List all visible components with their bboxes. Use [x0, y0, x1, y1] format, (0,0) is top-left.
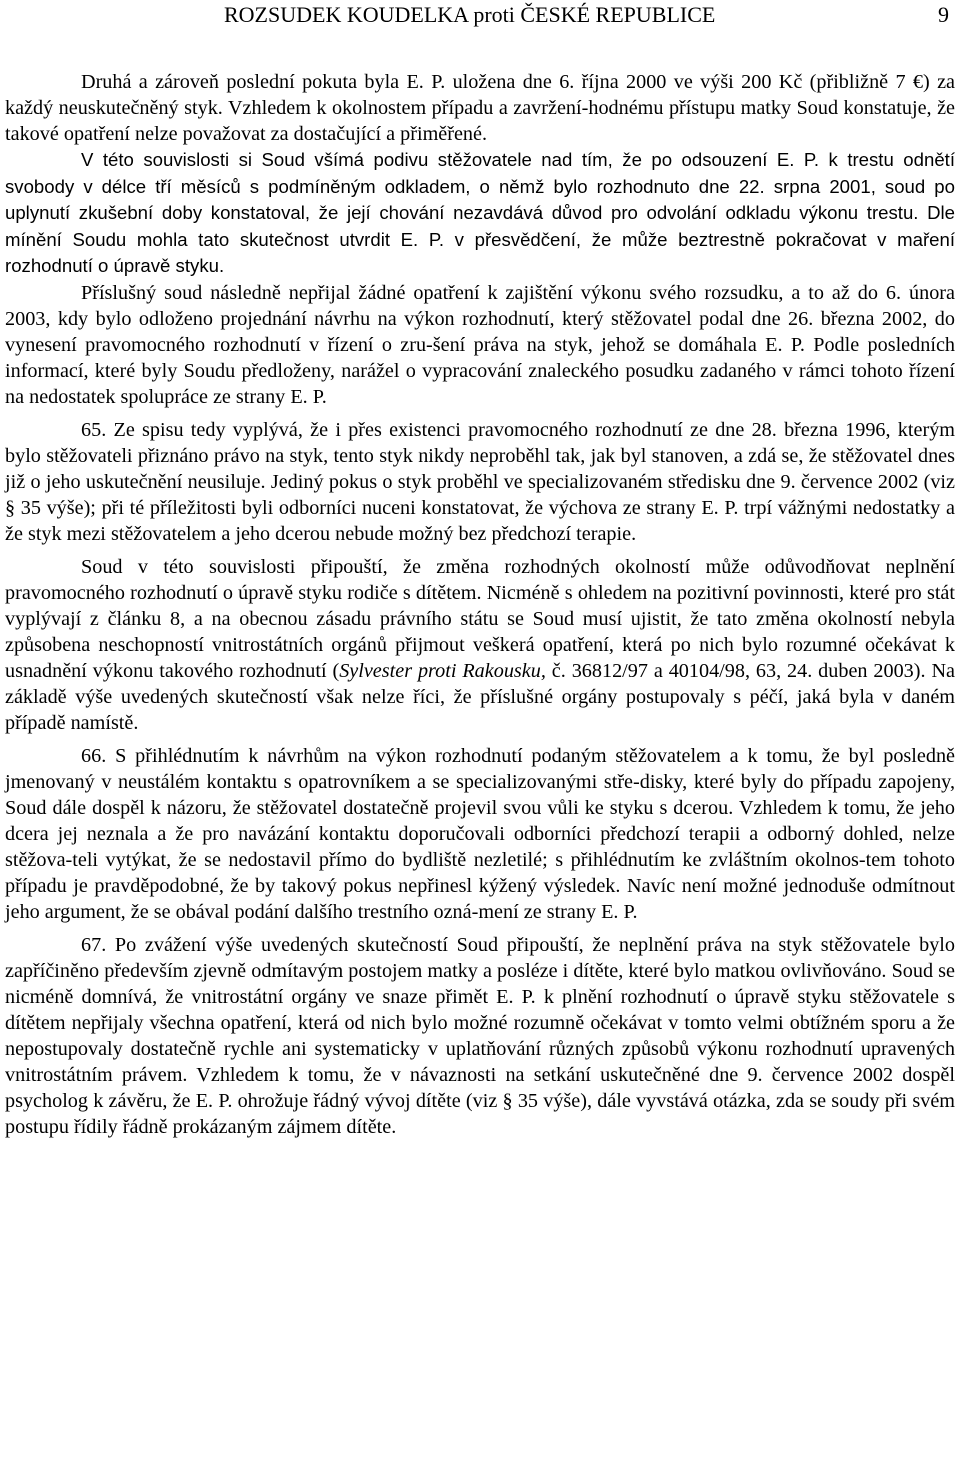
paragraph-66: 66. S přihlédnutím k návrhům na výkon rozhodnutí podaným stěžovatelem a k tomu, že byl posledně jmenovaný v neustálém kontaktu s opatrovníkem a se specializovanými stře-disky, které byly do případu zapojeny, Soud dále dospěl k názoru, že stěžovatel dostatečně projevil svou vůli ke styku s dcerou. Vzhledem k tomu, že jeho dcera jej neznala a že pro navázání kontaktu doporučovali odborníci předchozí terapii a odborný dohled, nelze stěžova-teli vytýkat, že se nedostavil přímo do bydliště nezletilé; s přihlédnutím ke zvláštním okolnos-tem tohoto případu je pravděpodobné, že by takový pokus nepřinesl kýžený výsledek. Navíc není možné jednoduše odmítnout jeho argument, že se obával podání dalšího trestního ozná-mení ze strany E. P.	[5, 744, 955, 923]
case-citation: Sylvester proti Rakousku,	[339, 659, 546, 682]
paragraph-67: 67. Po zvážení výše uvedených skutečností Soud připouští, že neplnění práva na styk stěžovatele bylo zapříčiněno především zjevně odmítavým postojem matky a posléze i dítěte, které bylo matkou ovlivňováno. Soud se nicméně domnívá, že vnitrostátní orgány ve snaze přimět E. P. k plnění rozhodnutí o úpravě styku stěžovatele s dítětem nepřijaly všechna opatření, která od nich bylo možné rozumně očekávat v tomto velmi obtížném sporu a že nepostupovaly dostatečně rychle ani systematicky v uplatňování různých způsobů výkonu rozhodnutí upravených vnitrostátním právem. Vzhledem k tomu, že v návaznosti na setkání uskutečněné dne 9. července 2002 dospěl psycholog k závěru, že E. P. ohrožuje řádný vývoj dítěte (viz § 35 výše), dále vyvstává otázka, zda se soudy při svém postupu řídily řádně prokázaným zájmem dítěte.	[5, 933, 955, 1138]
paragraph-change-of-circumstances	[5, 554, 955, 736]
page-header	[0, 0, 960, 30]
paragraph-court-inaction: Příslušný soud následně nepřijal žádné opatření k zajištění výkonu svého rozsudku, a to až do 6. února 2003, kdy bylo odloženo projednání návrhu na výkon rozhodnutí, který stěžovatel podal dne 26. března 2002, do vynesení pravomocného rozhodnutí v řízení o zru-šení práva na styk, jehož se domáhala E. P. Podle posledních informací, které byly Soudu předloženy, narážel o vypracování znaleckého posudku zadaného v rámci tohoto řízení na nedostatek spolupráce ze strany E. P.	[5, 281, 955, 408]
paragraph-fine-amount: Druhá a zároveň poslední pokuta byla E. P. uložena dne 6. října 2000 ve výši 200 Kč (přibližně 7 €) za každý neuskutečněný styk. Vzhledem k okolnostem případu a zavržení-hodnému přístupu matky Soud konstatuje, že takové opatření nelze považovat za dostačující a přiměřené.	[5, 71, 955, 145]
paragraph-65: 65. Ze spisu tedy vyplývá, že i přes existenci pravomocného rozhodnutí ze dne 28. března 1996, kterým bylo stěžovateli přiznáno právo na styk, tento styk nikdy neproběhl tak, jak byl stanoven, a zdá se, že stěžovatel dnes již o jeho uskutečnění neusiluje. Jediný pokus o styk proběhl ve specializovaném středisku dne 9. července 2002 (viz § 35 výše); při té příležitosti byli odborníci nuceni konstatovat, že výchova ze strany E. P. trpí vážnými nedostatky a že styk mezi stěžovatelem a jeho dcerou nebude možný bez předchozí terapie.	[5, 418, 955, 545]
page-number: 9	[938, 2, 949, 27]
running-title: ROZSUDEK KOUDELKA proti ČESKÉ REPUBLICE	[224, 2, 716, 27]
document-body	[5, 69, 955, 1140]
paragraph-text-end: č. 36812/97 a 40104/98, 63, 24. duben 2003). Na základě výše uvedených skutečností však nelze říci, že příslušné orgány postupovaly s péčí, jaká byla v daném případě namístě.	[5, 659, 955, 734]
paragraph-conviction: V této souvislosti si Soud všímá podivu stěžovatele nad tím, že po odsouzení E. P. k trestu odnětí svobody v délce tří měsíců s podmíněným odkladem, o němž bylo rozhodnuto dne 22. srpna 2001, soud po uplynutí zkušební doby konstatoval, že její chování nezavdává důvod pro odvolání odkladu výkonu trestu. Dle mínění Soudu mohla tato skutečnost utvrdit E. P. v přesvědčení, že může beztrestně pokračovat v maření rozhodnutí o úpravě styku.	[5, 149, 955, 276]
paragraph-text-start: Soud v této souvislosti připouští, že změna rozhodných okolností může odůvodňovat neplnění pravomocného rozhodnutí o úpravě styku rodiče s dítětem. Nicméně s ohledem na pozitivní povinnosti, které pro stát vyplývají z článku 8, a na obecnou zásadu právního státu se Soud musí ujistit, že tato změna okolností nebyla způsobena neschopností vnitrostátních orgánů přijmout veškerá opatření, která po nich bylo rozumné očekávat k usnadnění výkonu takového rozhodnutí (	[5, 555, 955, 682]
